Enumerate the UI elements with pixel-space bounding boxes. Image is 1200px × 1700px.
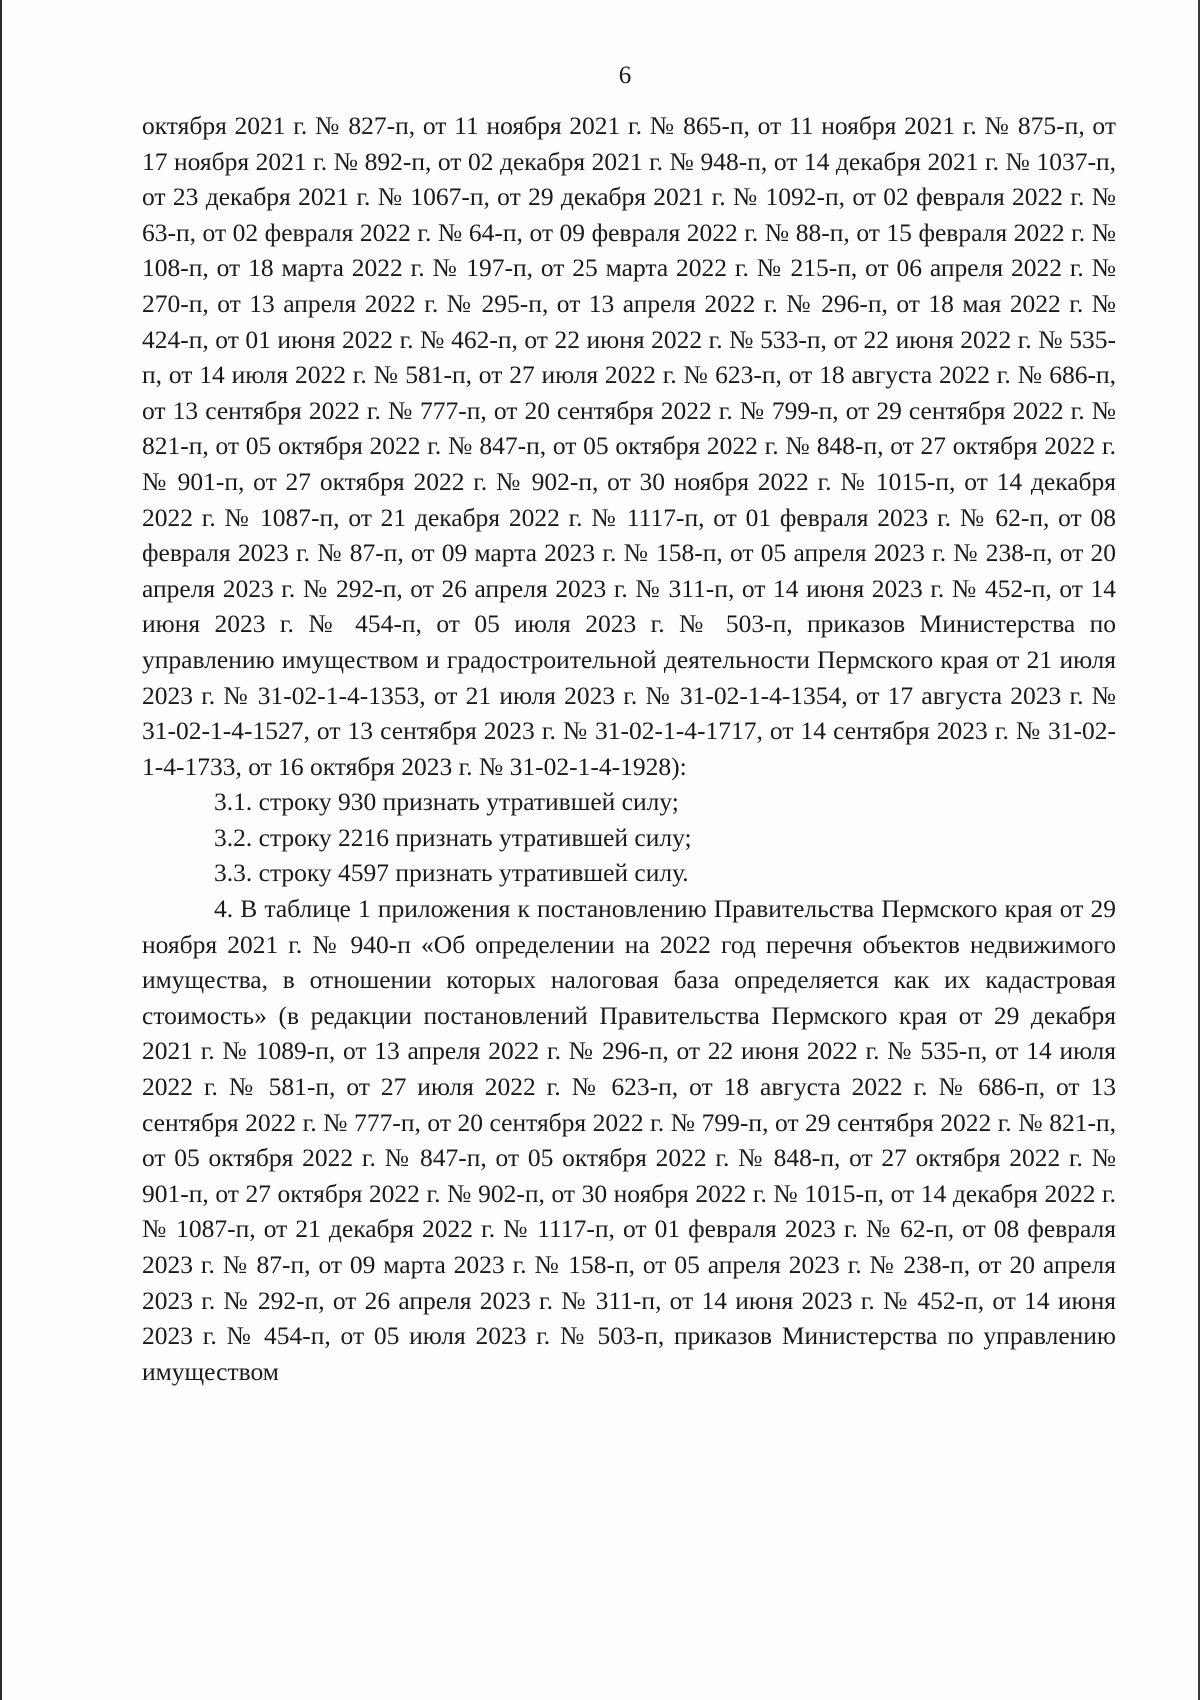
paragraph-item-4: 4. В таблице 1 приложения к постановлению Правительства Пермского края от 29 ноября 2021 г. № 940-п «Об определении на 2022 год перечня объектов недвижимого имущества, в отношении которых налоговая база определяется как их кадастровая стоимость» (в редакции постановлений Правительства Пермского края от 29 декабря 2021 г. № 1089-п, от 13 апреля 2022 г. № 296-п, от 22 июня 2022 г. № 535-п, от 14 июля 2022 г. № 581-п, от 27 июля 2022 г. № 623-п, от 18 августа 2022 г. № 686-п, от 13 сентября 2022 г. № 777-п, от 20 сентября 2022 г. № 799-п, от 29 сентября 2022 г. № 821-п, от 05 октября 2022 г. № 847-п, от 05 октября 2022 г. № 848-п, от 27 октября 2022 г. № 901-п, от 27 октября 2022 г. № 902-п, от 30 ноября 2022 г. № 1015-п, от 14 декабря 2022 г. № 1087-п, от 21 декабря 2022 г. № 1117-п, от 01 февраля 2023 г. № 62-п, от 08 февраля 2023 г. № 87-п, от 09 марта 2023 г. № 158-п, от 05 апреля 2023 г. № 238-п, от 20 апреля 2023 г. № 292-п, от 26 апреля 2023 г. № 311-п, от 14 июня 2023 г. № 452-п, от 14 июня 2023 г. № 454-п, от 05 июля 2023 г. № 503-п, приказов Министерства по управлению имуществом [142, 894, 1116, 1386]
paragraph-item-3-2: 3.2. строку 2216 признать утратившей силу; [214, 822, 692, 852]
paragraph-amendment-list: октября 2021 г. № 827-п, от 11 ноября 2021 г. № 865-п, от 11 ноября 2021 г. № 875-п, от 17 ноября 2021 г. № 892-п, от 02 декабря 2021 г. № 948-п, от 14 декабря 2021 г. № 1037-п, от 23 декабря 2021 г. № 1067-п, от 29 декабря 2021 г. № 1092-п, от 02 февраля 2022 г. № 63-п, от 02 февраля 2022 г. № 64-п, от 09 февраля 2022 г. № 88-п, от 15 февраля 2022 г. № 108-п, от 18 марта 2022 г. № 197-п, от 25 марта 2022 г. № 215-п, от 06 апреля 2022 г. № 270-п, от 13 апреля 2022 г. № 295-п, от 13 апреля 2022 г. № 296-п, от 18 мая 2022 г. № 424-п, от 01 июня 2022 г. № 462-п, от 22 июня 2022 г. № 533-п, от 22 июня 2022 г. № 535-п, от 14 июля 2022 г. № 581-п, от 27 июля 2022 г. № 623-п, от 18 августа 2022 г. № 686-п, от 13 сентября 2022 г. № 777-п, от 20 сентября 2022 г. № 799-п, от 29 сентября 2022 г. № 821-п, от 05 октября 2022 г. № 847-п, от 05 октября 2022 г. № 848-п, от 27 октября 2022 г. № 901-п, от 27 октября 2022 г. № 902-п, от 30 ноября 2022 г. № 1015-п, от 14 декабря 2022 г. № 1087-п, от 21 декабря 2022 г. № 1117-п, от 01 февраля 2023 г. № 62-п, от 08 февраля 2023 г. № 87-п, от 09 марта 2023 г. № 158-п, от 05 апреля 2023 г. № 238-п, от 20 апреля 2023 г. № 292-п, от 26 апреля 2023 г. № 311-п, от 14 июня 2023 г. № 452-п, от 14 июня 2023 г. № 454-п, от 05 июля 2023 г. № 503-п, приказов Министерства по управлению имуществом и градостроительной деятельности Пермского края от 21 июля 2023 г. № 31-02-1-4-1353, от 21 июля 2023 г. № 31-02-1-4-1354, от 17 августа 2023 г. № 31-02-1-4-1527, от 13 сентября 2023 г. № 31-02-1-4-1717, от 14 сентября 2023 г. № 31-02-1-4-1733, от 16 октября 2023 г. № 31-02-1-4-1928): [142, 111, 1116, 781]
page-number: 6 [618, 62, 632, 89]
paragraph-item-3-1: 3.1. строку 930 признать утратившей силу; [214, 787, 679, 817]
paragraph-item-3-3: 3.3. строку 4597 признать утратившей силу. [214, 858, 689, 888]
document-body [142, 108, 1116, 1389]
scan-left-edge [0, 0, 2, 1700]
